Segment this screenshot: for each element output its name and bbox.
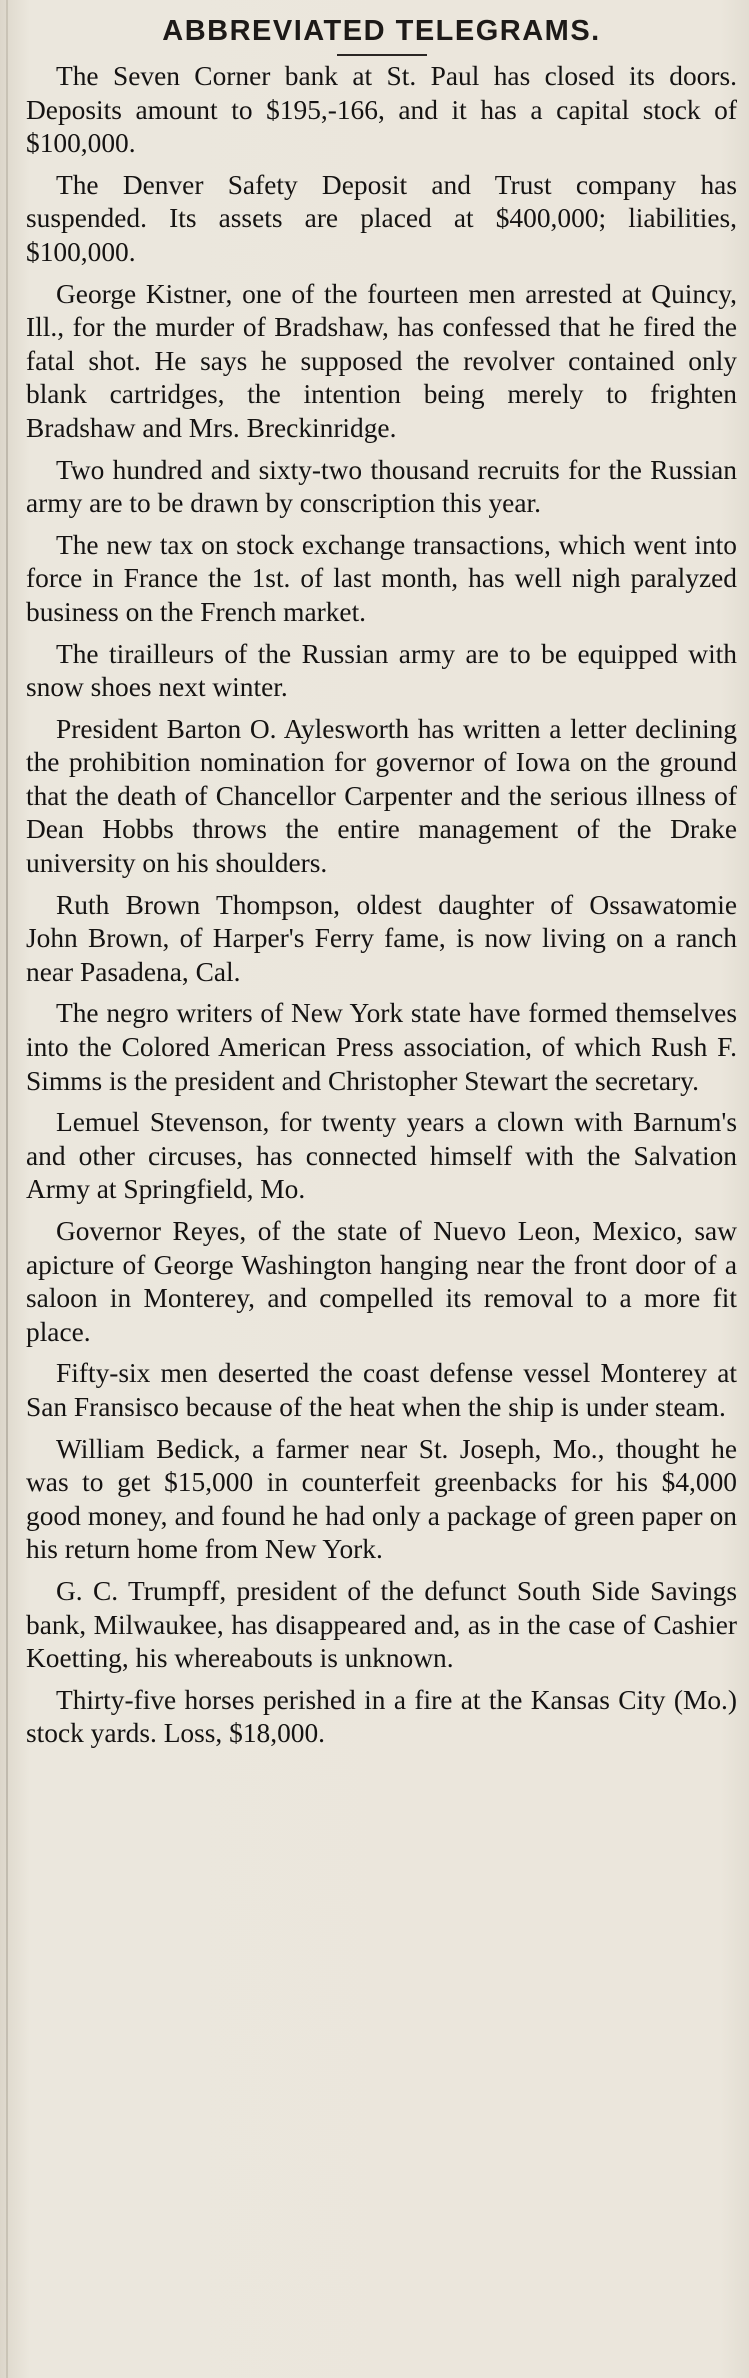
- news-item: George Kistner, one of the fourteen men arrested at Quincy, Ill., for the murder of Bradshaw, has confessed that he fired the fatal shot. He says he supposed the revolver contained only blank cartridges, the intention being merely to frighten Bradshaw and Mrs. Breckinridge.: [26, 278, 737, 443]
- news-item: The negro writers of New York state have formed themselves into the Colored American Press association, of which Rush F. Simms is the president and Christopher Stewart the secretary.: [26, 998, 737, 1096]
- news-item: Two hundred and sixty-two thousand recruits for the Russian army are to be drawn by conscription this year.: [26, 454, 737, 519]
- news-item: Governor Reyes, of the state of Nuevo Leon, Mexico, saw apicture of George Washington hanging near the front door of a saloon in Monterey, and compelled its removal to a more fit place.: [26, 1216, 737, 1347]
- news-item: Ruth Brown Thompson, oldest daughter of Ossawatomie John Brown, of Harper's Ferry fame, is now living on a ranch near Pasadena, Cal.: [26, 889, 737, 987]
- news-item: The Denver Safety Deposit and Trust company has suspended. Its assets are placed at $400,000; liabilities, $100,000.: [26, 169, 737, 267]
- news-item: The Seven Corner bank at St. Paul has closed its doors. Deposits amount to $195,-166, and it has a capital stock of $100,000.: [26, 61, 737, 159]
- news-item: G. C. Trumpff, president of the defunct South Side Savings bank, Milwaukee, has disappeared and, as in the case of Cashier Koetting, his whereabouts is unknown.: [26, 1575, 737, 1674]
- news-item: Fifty-six men deserted the coast defense vessel Monterey at San Fransisco because of the heat when the ship is under steam.: [26, 1358, 737, 1422]
- news-item: The new tax on stock exchange transactions, which went into force in France the 1st. of last month, has well nigh paralyzed business on the French market.: [26, 529, 737, 627]
- headline-rule: [337, 54, 427, 56]
- headline: ABBREVIATED TELEGRAMS.: [162, 15, 601, 47]
- column-edge-rule: [6, 0, 8, 2378]
- news-item: President Barton O. Aylesworth has written a letter declining the prohibition nomination for governor of Iowa on the ground that the death of Chancellor Carpenter and the serious illness of Dean Hobbs throws the entire management of the Drake university on his shoulders.: [26, 713, 737, 879]
- news-item: Lemuel Stevenson, for twenty years a clown with Barnum's and other circuses, has connected himself with the Salvation Army at Springfield, Mo.: [26, 1107, 737, 1205]
- news-item: William Bedick, a farmer near St. Joseph, Mo., thought he was to get $15,000 in counterfeit greenbacks for his $4,000 good money, and found he had only a package of green paper on his return home from New York.: [26, 1433, 737, 1565]
- news-item: Thirty-five horses perished in a fire at the Kansas City (Mo.) stock yards. Loss, $18,000.: [26, 1684, 737, 1749]
- news-item: The tirailleurs of the Russian army are to be equipped with snow shoes next winter.: [26, 638, 737, 703]
